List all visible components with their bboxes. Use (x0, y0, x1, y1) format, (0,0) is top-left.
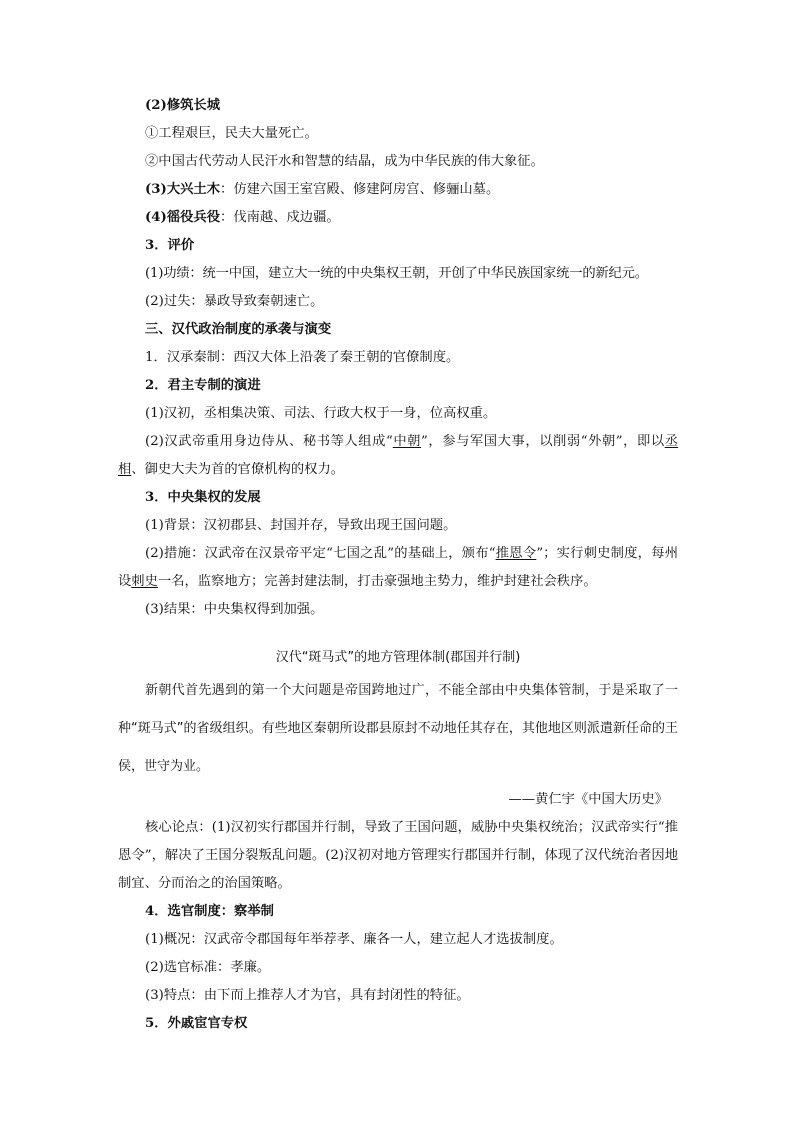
paragraph: (2)选官标准：孝廉。 (145, 960, 271, 975)
paragraph: ①工程艰巨，民夫大量死亡。 (145, 126, 318, 141)
term-label: (3)大兴土木 (145, 182, 221, 197)
underlined-term: 中朝 (392, 434, 422, 449)
underlined-term: 推恩令 (495, 546, 537, 561)
section-title: 3．评价 (145, 238, 195, 253)
material-source: ——黄仁宇《中国大历史》 (508, 792, 668, 807)
document-page (118, 92, 678, 1038)
paragraph: (1)概况：汉武帝令郡国每年举荐孝、廉各一人，建立起人才选拔制度。 (145, 932, 563, 947)
paragraph: (1)背景：汉初郡县、封国并存，导致出现王国问题。 (145, 518, 457, 533)
chapter-heading: 三、汉代政治制度的承袭与演变 (145, 322, 332, 337)
paragraph: (2)措施：汉武帝在汉景帝平定“七国之乱”的基础上，颁布“推恩令”；实行刺史制度，每州设刺史一名，监察地方；完善封建法制，打击豪强地主势力，维护封建社会秩序。 (118, 546, 679, 589)
term-text: ：伐南越、戍边疆。 (220, 210, 340, 225)
spacer (118, 624, 678, 644)
section-title: 5．外戚宦官专权 (145, 1016, 248, 1031)
underlined-term: 刺史 (131, 574, 158, 589)
paragraph: ②中国古代劳动人民汗水和智慧的结晶，成为中华民族的伟大象征。 (145, 154, 544, 169)
material-text: 新朝代首先遇到的第一个大问题是帝国跨地过广，不能全部由中央集体管制，于是采取了一种“斑马式”的省级组织。有些地区秦朝所设郡县原封不动地任其存在，其他地区则派遣新任命的王侯，世守为业。 (118, 683, 678, 774)
paragraph: (3)特点：由下而上推荐人才为官，具有封闭性的特征。 (145, 988, 470, 1003)
paragraph: (1)功绩：统一中国，建立大一统的中央集权王朝，开创了中华民族国家统一的新纪元。 (145, 266, 648, 281)
section-title: 3．中央集权的发展 (145, 490, 261, 505)
paragraph: 1．汉承秦制：西汉大体上沿袭了秦王朝的官僚制度。 (145, 350, 460, 365)
paragraph: (2)过失：暴政导致秦朝速亡。 (145, 294, 324, 309)
section-title: 4．选官制度：察举制 (145, 904, 274, 919)
paragraph (118, 176, 678, 204)
section-title: 2．君主专制的演进 (145, 378, 261, 393)
paragraph: (1)汉初，丞相集决策、司法、行政大权于一身，位高权重。 (145, 406, 497, 421)
paragraph: (2)汉武帝重用身边侍从、秘书等人组成“中朝”，参与军国大事，以削弱“外朝”，即以丞相、御史大夫为首的官僚机构的权力。 (118, 434, 678, 477)
paragraph: (3)结果：中央集权得到加强。 (145, 602, 324, 617)
term-label: (4)徭役兵役 (145, 210, 221, 225)
section-title: (2)修筑长城 (145, 98, 221, 113)
underlined-term: 丞相 (118, 434, 678, 477)
core-argument: 核心论点：(1)汉初实行郡国并行制，导致了王国问题，威胁中央集权统治；汉武帝实行“推恩令”，解决了王国分裂叛乱问题。(2)汉初对地方管理实行郡国并行制，体现了汉代统治者因地制宜、分而治之的治国策略。 (118, 820, 678, 891)
paragraph (118, 204, 678, 232)
material-title: 汉代“斑马式”的地方管理体制(郡国并行制) (275, 650, 521, 665)
term-text: ：仿建六国王室宫殿、修建阿房宫、修骊山墓。 (220, 182, 500, 197)
